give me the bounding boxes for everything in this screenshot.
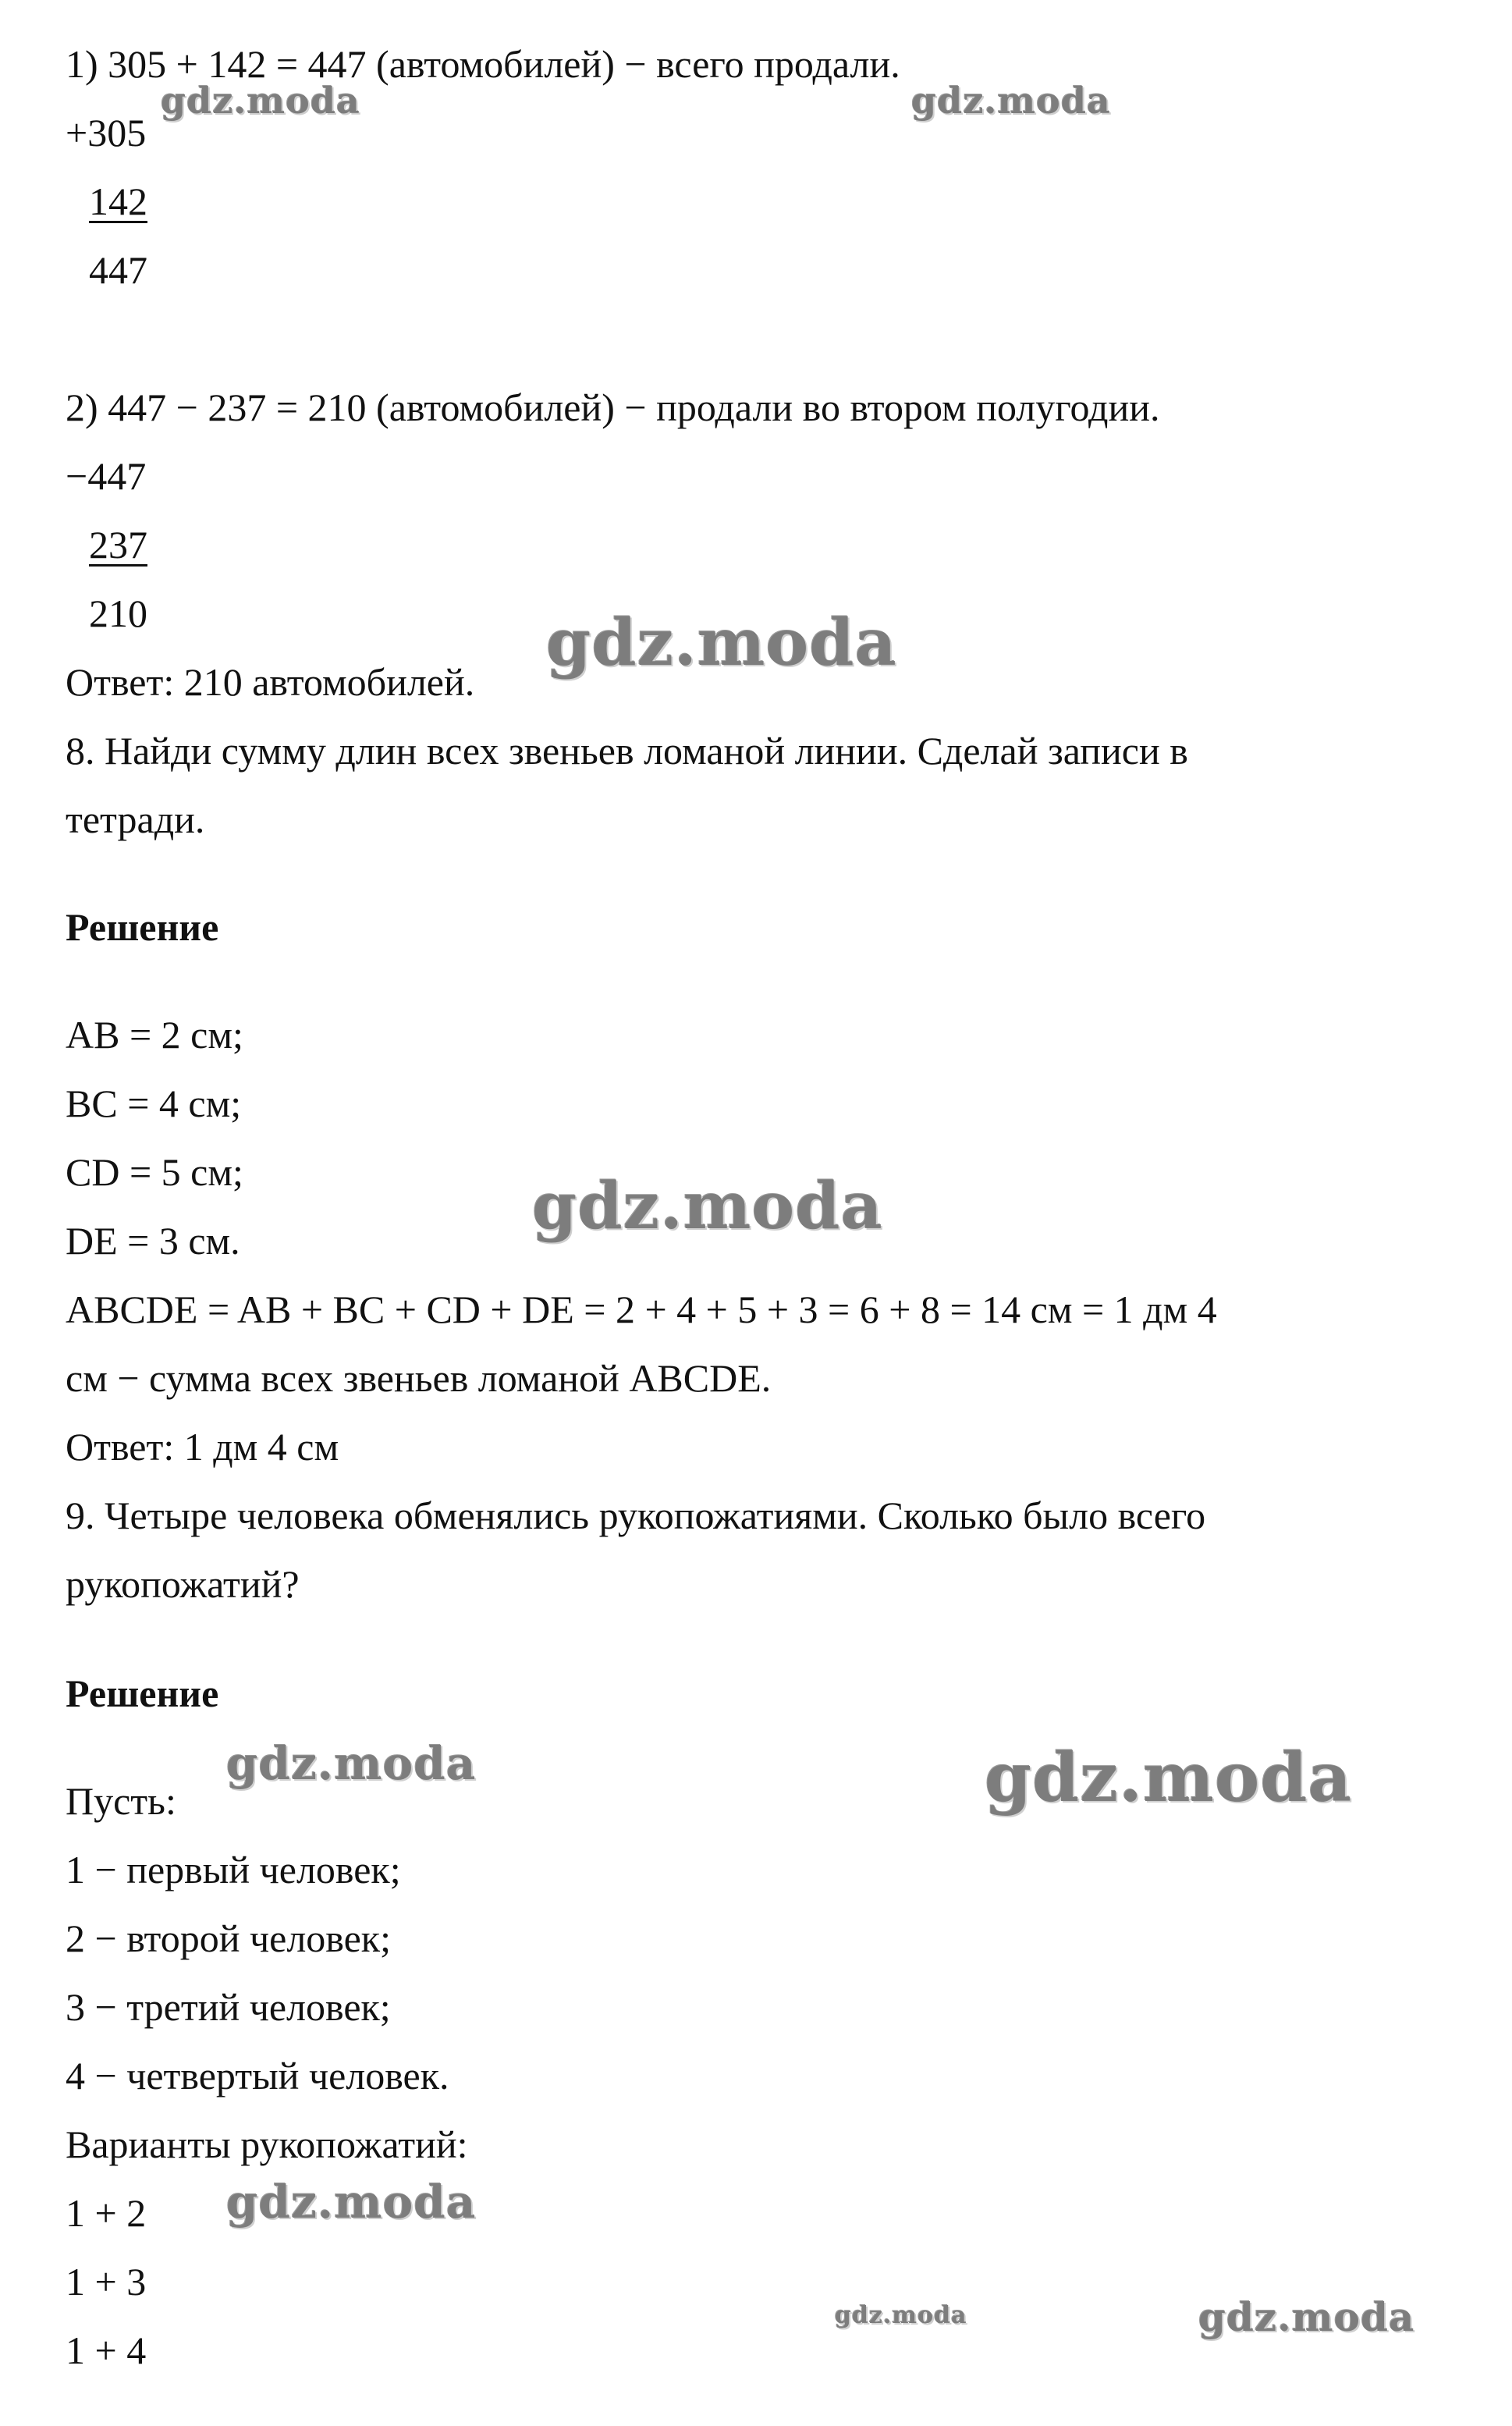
- watermark: gdz.moda: [911, 80, 1111, 122]
- step1-column-top: +305: [66, 111, 147, 155]
- watermark: gdz.moda: [1198, 2294, 1415, 2340]
- task9-let: Пусть:: [66, 1779, 176, 1823]
- watermark: gdz.moda: [532, 1169, 883, 1244]
- watermark: gdz.moda: [835, 2302, 967, 2329]
- step1-column-result: 447: [89, 248, 147, 292]
- task9-person3: 3 − третий человек;: [66, 1985, 391, 2029]
- task9-variant1: 1 + 2: [66, 2191, 147, 2235]
- task9-text-line1: 9. Четыре человека обменялись рукопожатиями. Сколько было всего: [66, 1494, 1206, 1537]
- task8-answer: Ответ: 1 дм 4 см: [66, 1425, 339, 1469]
- task9-variant3: 1 + 4: [66, 2328, 147, 2372]
- step1-equation: 1) 305 + 142 = 447 (автомобилей) − всего продали.: [66, 42, 900, 86]
- task9-variant2: 1 + 3: [66, 2260, 147, 2303]
- task9-text-line2: рукопожатий?: [66, 1562, 300, 1606]
- task8-text-line2: тетради.: [66, 797, 205, 841]
- task8-bc: BC = 4 см;: [66, 1082, 242, 1125]
- task8-sum-line2: см − сумма всех звеньев ломаной ABCDE.: [66, 1356, 772, 1400]
- step2-column-top: −447: [66, 454, 147, 498]
- answer-task7: Ответ: 210 автомобилей.: [66, 660, 475, 704]
- step1-column-mid: 142: [89, 179, 147, 223]
- task9-solution-heading: Решение: [66, 1671, 219, 1715]
- step2-column-result: 210: [89, 591, 147, 635]
- watermark: gdz.moda: [546, 606, 897, 680]
- task9-person1: 1 − первый человек;: [66, 1848, 401, 1891]
- watermark: gdz.moda: [985, 1739, 1353, 1817]
- task8-solution-heading: Решение: [66, 905, 219, 949]
- step2-column-mid: 237: [89, 523, 147, 567]
- task8-sum-line1: ABCDE = AB + BC + CD + DE = 2 + 4 + 5 + 3 = 6 + 8 = 14 см = 1 дм 4: [66, 1288, 1217, 1331]
- task8-text-line1: 8. Найди сумму длин всех звеньев ломаной линии. Сделай записи в: [66, 729, 1188, 773]
- watermark: gdz.moda: [161, 80, 360, 122]
- task9-person2: 2 − второй человек;: [66, 1916, 391, 1960]
- task8-cd: CD = 5 см;: [66, 1150, 243, 1194]
- task8-de: DE = 3 см.: [66, 1219, 240, 1263]
- task8-ab: AB = 2 см;: [66, 1013, 243, 1057]
- watermark: gdz.moda: [226, 1737, 477, 1790]
- task9-variants-label: Варианты рукопожатий:: [66, 2122, 468, 2166]
- step2-equation: 2) 447 − 237 = 210 (автомобилей) − продали во втором полугодии.: [66, 385, 1160, 429]
- watermark: gdz.moda: [226, 2176, 477, 2229]
- task9-person4: 4 − четвертый человек.: [66, 2054, 449, 2097]
